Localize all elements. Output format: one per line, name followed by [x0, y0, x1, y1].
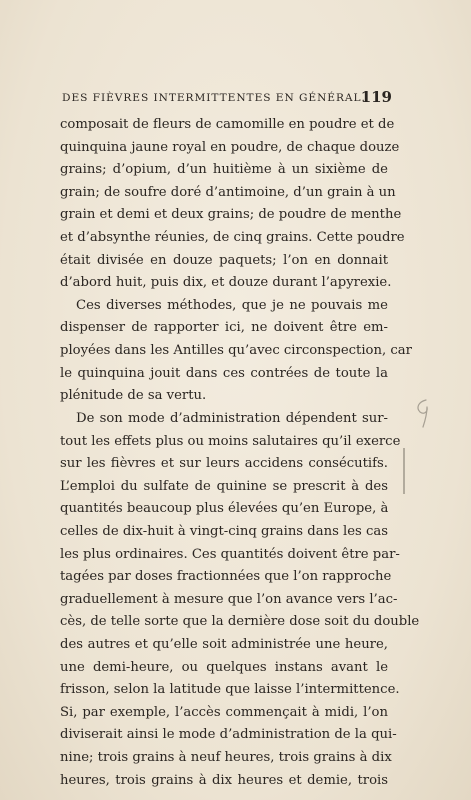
text-line: était divisée en douze paquets; l’on en donnait — [60, 252, 388, 268]
page-number: 119 — [360, 88, 392, 106]
text-line: des autres et qu’elle soit administrée une heure, — [60, 637, 388, 653]
text-line: et d’absynthe réunies, de cinq grains. Cette poudre — [60, 230, 405, 246]
text-line: heures, trois grains à dix heures et demie, trois — [60, 772, 388, 788]
text-line: les plus ordinaires. Ces quantités doivent être par- — [60, 546, 400, 562]
text-line: dispenser de rapporter ici, ne doivent être em- — [60, 320, 388, 336]
pencil-margin-mark-icon — [410, 396, 434, 430]
text-line: nine; trois grains à neuf heures, trois grains à dix — [60, 750, 392, 766]
text-line: grain; de soufre doré d’antimoine, d’un grain à un — [60, 184, 396, 200]
text-line: quinquina jaune royal en poudre, de chaque douze — [60, 139, 400, 155]
text-line: Ces diverses méthodes, que je ne pouvais me — [76, 297, 388, 313]
text-line: composait de fleurs de camomille en poudre et de — [60, 117, 395, 132]
running-header — [62, 90, 392, 108]
text-line: De son mode d’administration dépendent sur- — [76, 410, 388, 426]
text-line: celles de dix-huit à vingt-cinq grains dans les cas — [60, 523, 389, 539]
text-line: quantités beaucoup plus élevées qu’en Europe, à — [60, 501, 389, 517]
text-line: tout les effets plus ou moins salutaires qu’il exerce — [60, 433, 401, 449]
text-line: grains; d’opium, d’un huitième à un sixième de — [60, 162, 388, 178]
text-line: d’abord huit, puis dix, et douze durant l’apyrexie. — [60, 275, 392, 291]
text-line: plénitude de sa vertu. — [60, 388, 207, 404]
text-line: frisson, selon la latitude que laisse l’intermittence. — [60, 682, 400, 698]
text-line: le quinquina jouit dans ces contrées de toute la — [60, 365, 388, 381]
text-line: L’emploi du sulfate de quinine se prescrit à des — [60, 478, 388, 494]
running-title: DES FIÈVRES INTERMITTENTES EN GÉNÉRAL. — [62, 92, 366, 104]
text-line: graduellement à mesure que l’on avance vers l’ac- — [60, 591, 398, 607]
text-line: une demi-heure, ou quelques instans avant le — [60, 659, 388, 675]
text-line: ployées dans les Antilles qu’avec circonspection, car — [60, 343, 412, 359]
text-line: grain et demi et deux grains; de poudre de menthe — [60, 207, 402, 223]
text-line: Si, par exemple, l’accès commençait à midi, l’on — [60, 704, 388, 720]
text-line: cès, de telle sorte que la dernière dose soit du double — [60, 614, 420, 630]
text-line: sur les fièvres et sur leurs accidens consécutifs. — [60, 456, 388, 472]
text-line: tagées par doses fractionnées que l’on rapproche — [60, 569, 392, 585]
body-text — [60, 114, 420, 792]
pencil-margin-line — [403, 448, 405, 494]
text-line: diviserait ainsi le mode d’administration de la qui- — [60, 727, 397, 743]
